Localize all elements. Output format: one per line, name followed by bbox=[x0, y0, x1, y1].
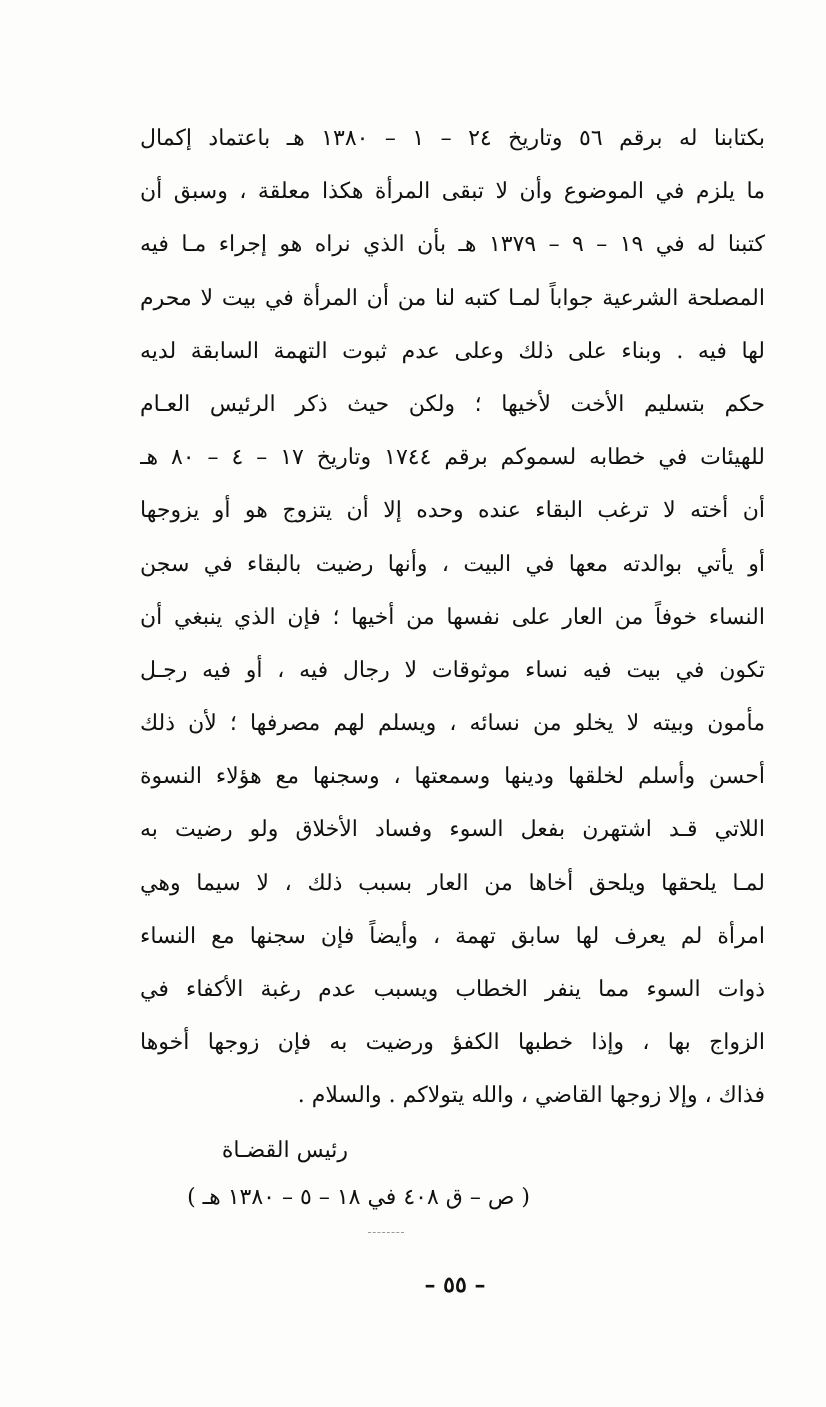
text-line: بكتابنا له برقم ٥٦ وتاريخ ٢٤ – ١ – ١٣٨٠ هـ باعتماد إكمال bbox=[140, 126, 765, 151]
text-line: المصلحة الشرعية جواباً لمـا كتبه لنا من أن المرأة في بيت لا محرم bbox=[140, 285, 765, 311]
page-number: – ٥٥ – bbox=[424, 1272, 486, 1298]
text-line: حكم بتسليم الأخت لأخيها ؛ ولكن حيث ذكر الرئيس العـام bbox=[140, 391, 765, 417]
text-line: مأمون وبيته لا يخلو من نسائه ، ويسلم لهم مصرفها ؛ لأن ذلك bbox=[140, 711, 765, 737]
text-line: امرأة لم يعرف لها سابق تهمة ، وأيضاً فإن سجنها مع النساء bbox=[140, 923, 765, 949]
text-line: فذاك ، وإلا زوجها القاضي ، والله يتولاكم . والسلام . bbox=[297, 1083, 765, 1109]
text-line: تكون في بيت فيه نساء موثوقات لا رجال فيه ، أو فيه رجـل bbox=[140, 657, 765, 683]
text-line: أن أخته لا ترغب البقاء عنده وحده إلا أن يتزوج هو أو يزوجها bbox=[140, 498, 765, 524]
text-line: أحسن وأسلم لخلقها ودينها وسمعتها ، وسجنها مع هؤلاء النسوة bbox=[140, 764, 765, 790]
text-line: للهيئات في خطابه لسموكم برقم ١٧٤٤ وتاريخ ١٧ – ٤ – ٨٠ هـ bbox=[140, 445, 765, 471]
document-reference: ( ص – ق ٤٠٨ في ١٨ – ٥ – ١٣٨٠ هـ ) bbox=[187, 1185, 530, 1210]
text-line: كتبنا له في ١٩ – ٩ – ١٣٧٩ هـ بأن الذي نراه هو إجراء مـا فيه bbox=[140, 232, 765, 258]
text-line: أو يأتي بوالدته معها في البيت ، وأنها رضيت بالبقاء في سجن bbox=[140, 551, 765, 577]
text-line: لمـا يلحقها ويلحق أخاها من العار بسبب ذلك ، لا سيما وهي bbox=[140, 870, 765, 896]
text-line: ذوات السوء مما ينفر الخطاب ويسبب عدم رغبة الأكفاء في bbox=[140, 977, 765, 1002]
text-line: لها فيه . وبناء على ذلك وعلى عدم ثبوت التهمة السابقة لديه bbox=[140, 338, 765, 364]
text-line: ما يلزم في الموضوع وأن لا تبقى المرأة هكذا معلقة ، وسبق أن bbox=[140, 179, 765, 205]
signature-title: رئيس القضـاة bbox=[221, 1138, 348, 1163]
letter-body bbox=[140, 112, 765, 1123]
text-line: النساء خوفاً من العار على نفسها من أخيها ؛ فإن الذي ينبغي أن bbox=[140, 604, 765, 630]
text-line: الزواج بها ، وإذا خطبها الكفؤ ورضيت به فإن زوجها أخوها bbox=[140, 1030, 765, 1056]
print-smudge bbox=[368, 1232, 404, 1235]
text-line: اللاتي قـد اشتهرن بفعل السوء وفساد الأخلاق ولو رضيت به bbox=[140, 817, 765, 843]
